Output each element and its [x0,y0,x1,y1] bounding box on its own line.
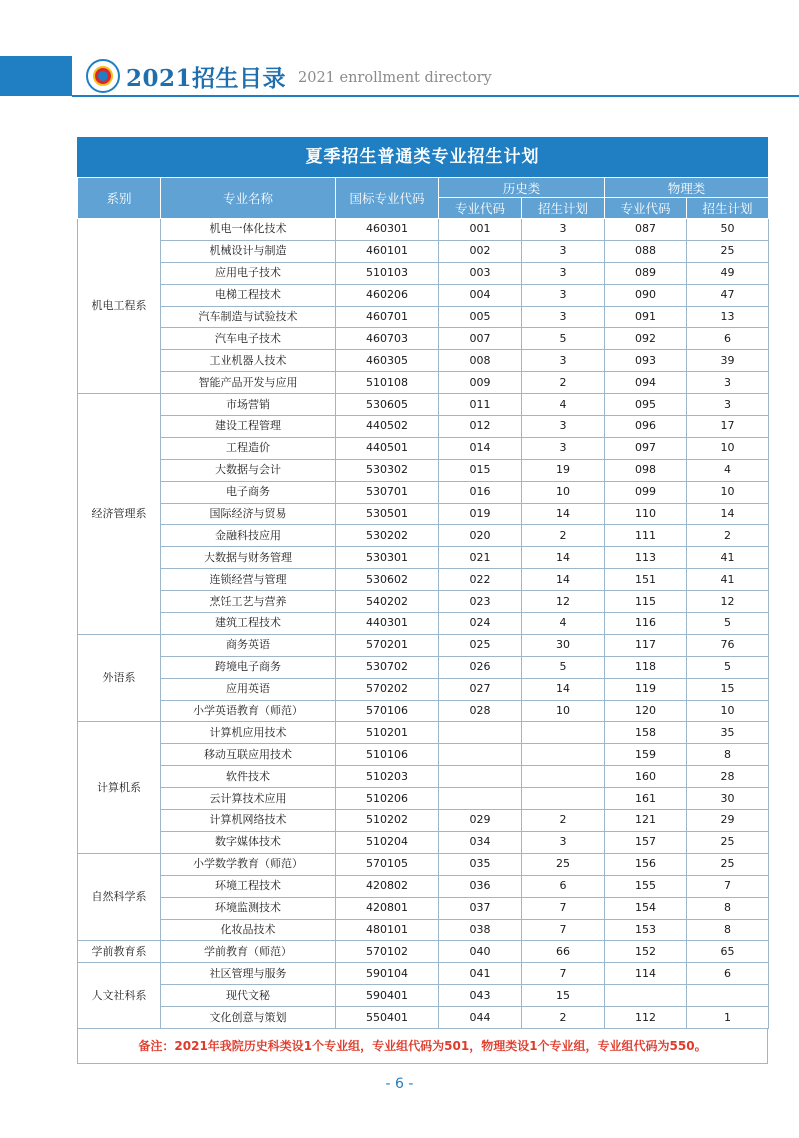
physics-code: 087 [605,219,687,241]
national-code: 540202 [336,591,439,613]
physics-plan: 1 [687,1007,769,1029]
history-plan: 7 [522,919,605,941]
physics-plan: 65 [687,941,769,963]
major-name: 小学数学教育（师范） [161,853,336,875]
physics-plan: 5 [687,613,769,635]
major-name: 工程造价 [161,437,336,459]
physics-plan: 3 [687,372,769,394]
table-row [78,547,769,569]
history-code: 029 [439,810,522,832]
table-row [78,656,769,678]
history-code: 004 [439,284,522,306]
table-row [78,219,769,241]
table-row [78,985,769,1007]
physics-plan: 76 [687,634,769,656]
history-code: 005 [439,306,522,328]
history-plan: 4 [522,613,605,635]
physics-code: 156 [605,853,687,875]
major-name: 移动互联应用技术 [161,744,336,766]
physics-code: 154 [605,897,687,919]
major-name: 大数据与财务管理 [161,547,336,569]
major-name: 国际经济与贸易 [161,503,336,525]
national-code: 530602 [336,569,439,591]
history-code [439,766,522,788]
physics-code: 113 [605,547,687,569]
history-code: 015 [439,459,522,481]
national-code: 440501 [336,437,439,459]
history-code: 007 [439,328,522,350]
physics-code: 112 [605,1007,687,1029]
history-plan [522,766,605,788]
national-code: 420801 [336,897,439,919]
table-note: 备注：2021年我院历史科类设1个专业组，专业组代码为501，物理类设1个专业组，专业组代码为550。 [77,1029,768,1064]
national-code: 570102 [336,941,439,963]
history-code: 027 [439,678,522,700]
major-name: 计算机网络技术 [161,810,336,832]
national-code: 460703 [336,328,439,350]
table-row [78,1007,769,1029]
major-name: 连锁经营与管理 [161,569,336,591]
history-plan: 3 [522,262,605,284]
national-code: 440301 [336,613,439,635]
major-name: 机电一体化技术 [161,219,336,241]
major-name: 环境监测技术 [161,897,336,919]
major-name: 环境工程技术 [161,875,336,897]
major-name: 烹饪工艺与营养 [161,591,336,613]
physics-code: 099 [605,481,687,503]
table-row [78,416,769,438]
national-code: 510103 [336,262,439,284]
history-code: 021 [439,547,522,569]
physics-code: 158 [605,722,687,744]
national-code: 460101 [336,240,439,262]
table-row [78,437,769,459]
col-physics-plan: 招生计划 [687,198,769,219]
table-body [78,219,769,1029]
physics-code: 090 [605,284,687,306]
major-name: 电子商务 [161,481,336,503]
table-row [78,503,769,525]
history-code: 028 [439,700,522,722]
history-plan [522,744,605,766]
national-code: 530302 [336,459,439,481]
national-code: 510108 [336,372,439,394]
dept-name: 机电工程系 [78,219,161,394]
national-code: 570106 [336,700,439,722]
physics-plan: 25 [687,831,769,853]
history-code: 025 [439,634,522,656]
major-name: 文化创意与策划 [161,1007,336,1029]
dept-name: 经济管理系 [78,394,161,635]
table-row [78,831,769,853]
table-row [78,853,769,875]
physics-code: 159 [605,744,687,766]
major-name: 社区管理与服务 [161,963,336,985]
physics-code: 116 [605,613,687,635]
table-row [78,591,769,613]
table-row [78,722,769,744]
history-plan: 15 [522,985,605,1007]
history-plan: 2 [522,810,605,832]
major-name: 小学英语教育（师范） [161,700,336,722]
history-plan: 6 [522,875,605,897]
national-code: 510206 [336,788,439,810]
national-code: 590104 [336,963,439,985]
page-title: 2021招生目录 [126,65,287,92]
physics-code: 152 [605,941,687,963]
history-code [439,788,522,810]
history-plan: 7 [522,897,605,919]
major-name: 现代文秘 [161,985,336,1007]
national-code: 590401 [336,985,439,1007]
physics-plan: 39 [687,350,769,372]
table-row [78,240,769,262]
dept-name: 学前教育系 [78,941,161,963]
physics-code: 098 [605,459,687,481]
national-code: 530702 [336,656,439,678]
table-row [78,328,769,350]
dept-name: 外语系 [78,634,161,722]
physics-plan: 8 [687,919,769,941]
table-row [78,744,769,766]
physics-plan: 15 [687,678,769,700]
table-row [78,634,769,656]
physics-plan: 5 [687,656,769,678]
physics-plan: 8 [687,744,769,766]
history-code: 023 [439,591,522,613]
dept-name: 人文社科系 [78,963,161,1029]
history-plan: 3 [522,416,605,438]
physics-plan: 12 [687,591,769,613]
col-history-plan: 招生计划 [522,198,605,219]
history-plan: 3 [522,219,605,241]
table-row [78,306,769,328]
table-row [78,875,769,897]
history-code: 041 [439,963,522,985]
physics-code: 121 [605,810,687,832]
physics-code: 094 [605,372,687,394]
table-row [78,700,769,722]
history-code: 036 [439,875,522,897]
history-plan: 14 [522,503,605,525]
history-code: 034 [439,831,522,853]
major-name: 商务英语 [161,634,336,656]
physics-plan [687,985,769,1007]
table-row [78,678,769,700]
history-code: 038 [439,919,522,941]
history-code: 009 [439,372,522,394]
national-code: 530202 [336,525,439,547]
major-name: 云计算技术应用 [161,788,336,810]
history-plan: 2 [522,372,605,394]
physics-code: 097 [605,437,687,459]
table-row [78,919,769,941]
history-code: 040 [439,941,522,963]
history-plan: 5 [522,656,605,678]
table-row [78,350,769,372]
national-code: 550401 [336,1007,439,1029]
table-row [78,941,769,963]
physics-code: 093 [605,350,687,372]
history-plan: 7 [522,963,605,985]
history-code: 037 [439,897,522,919]
history-plan: 30 [522,634,605,656]
history-plan: 3 [522,350,605,372]
history-plan: 3 [522,284,605,306]
national-code: 440502 [336,416,439,438]
physics-plan: 2 [687,525,769,547]
history-plan: 14 [522,569,605,591]
table-row [78,810,769,832]
physics-code: 155 [605,875,687,897]
major-name: 电梯工程技术 [161,284,336,306]
physics-code: 153 [605,919,687,941]
table-row [78,459,769,481]
col-physics: 物理类 [605,178,769,198]
enrollment-table [77,177,769,1029]
major-name: 智能产品开发与应用 [161,372,336,394]
history-code: 003 [439,262,522,284]
physics-plan: 6 [687,963,769,985]
history-code: 016 [439,481,522,503]
table-row [78,284,769,306]
major-name: 计算机应用技术 [161,722,336,744]
physics-plan: 7 [687,875,769,897]
history-plan: 14 [522,678,605,700]
history-plan: 2 [522,1007,605,1029]
national-code: 480101 [336,919,439,941]
national-code: 510201 [336,722,439,744]
physics-code: 092 [605,328,687,350]
physics-code: 111 [605,525,687,547]
physics-code: 157 [605,831,687,853]
history-code: 012 [439,416,522,438]
major-name: 应用英语 [161,678,336,700]
table-row [78,897,769,919]
major-name: 大数据与会计 [161,459,336,481]
history-code: 008 [439,350,522,372]
physics-code: 088 [605,240,687,262]
physics-plan: 50 [687,219,769,241]
school-logo-icon [86,59,120,93]
major-name: 汽车电子技术 [161,328,336,350]
national-code: 510204 [336,831,439,853]
physics-plan: 8 [687,897,769,919]
major-name: 软件技术 [161,766,336,788]
history-code [439,744,522,766]
physics-code: 160 [605,766,687,788]
dept-name: 计算机系 [78,722,161,853]
national-code: 460701 [336,306,439,328]
major-name: 建设工程管理 [161,416,336,438]
national-code: 570201 [336,634,439,656]
header-accent-bar [0,56,72,96]
major-name: 汽车制造与试验技术 [161,306,336,328]
table-row [78,525,769,547]
history-code: 011 [439,394,522,416]
history-plan: 10 [522,481,605,503]
table-row [78,963,769,985]
history-plan: 10 [522,700,605,722]
history-code: 024 [439,613,522,635]
physics-plan: 4 [687,459,769,481]
national-code: 570105 [336,853,439,875]
physics-plan: 6 [687,328,769,350]
major-name: 建筑工程技术 [161,613,336,635]
national-code: 510203 [336,766,439,788]
history-plan: 3 [522,306,605,328]
physics-plan: 10 [687,481,769,503]
table-row [78,394,769,416]
history-plan: 25 [522,853,605,875]
major-name: 市场营销 [161,394,336,416]
table-row [78,262,769,284]
history-code: 002 [439,240,522,262]
table-title: 夏季招生普通类专业招生计划 [77,137,768,177]
history-plan: 19 [522,459,605,481]
physics-code: 117 [605,634,687,656]
physics-plan: 28 [687,766,769,788]
history-code: 020 [439,525,522,547]
enrollment-table-block [77,137,768,1064]
history-code: 035 [439,853,522,875]
history-code: 022 [439,569,522,591]
physics-plan: 41 [687,569,769,591]
history-plan: 2 [522,525,605,547]
history-code: 044 [439,1007,522,1029]
history-plan [522,722,605,744]
physics-plan: 35 [687,722,769,744]
history-code: 026 [439,656,522,678]
physics-code: 115 [605,591,687,613]
national-code: 510106 [336,744,439,766]
physics-plan: 13 [687,306,769,328]
major-name: 机械设计与制造 [161,240,336,262]
physics-code: 110 [605,503,687,525]
national-code: 530605 [336,394,439,416]
physics-code: 151 [605,569,687,591]
history-plan: 3 [522,437,605,459]
physics-plan: 47 [687,284,769,306]
history-plan [522,788,605,810]
physics-code: 114 [605,963,687,985]
table-row [78,372,769,394]
physics-code: 095 [605,394,687,416]
national-code: 420802 [336,875,439,897]
major-name: 学前教育（师范） [161,941,336,963]
physics-plan: 25 [687,240,769,262]
national-code: 530501 [336,503,439,525]
physics-code: 089 [605,262,687,284]
table-row [78,766,769,788]
history-plan: 4 [522,394,605,416]
physics-code: 161 [605,788,687,810]
history-plan: 3 [522,240,605,262]
table-row [78,613,769,635]
dept-name: 自然科学系 [78,853,161,941]
physics-plan: 49 [687,262,769,284]
physics-code: 091 [605,306,687,328]
physics-plan: 41 [687,547,769,569]
major-name: 工业机器人技术 [161,350,336,372]
physics-code: 120 [605,700,687,722]
history-plan: 5 [522,328,605,350]
col-national-code: 国标专业代码 [336,178,439,219]
header-rule [72,95,799,97]
table-row [78,481,769,503]
history-code: 043 [439,985,522,1007]
major-name: 化妆品技术 [161,919,336,941]
national-code: 460301 [336,219,439,241]
national-code: 530301 [336,547,439,569]
major-name: 跨境电子商务 [161,656,336,678]
history-code: 014 [439,437,522,459]
physics-plan: 30 [687,788,769,810]
national-code: 570202 [336,678,439,700]
history-code [439,722,522,744]
history-code: 019 [439,503,522,525]
physics-plan: 25 [687,853,769,875]
physics-plan: 10 [687,437,769,459]
physics-code: 096 [605,416,687,438]
national-code: 460206 [336,284,439,306]
col-major: 专业名称 [161,178,336,219]
table-row [78,788,769,810]
national-code: 460305 [336,350,439,372]
col-dept: 系别 [78,178,161,219]
major-name: 金融科技应用 [161,525,336,547]
physics-plan: 3 [687,394,769,416]
history-plan: 12 [522,591,605,613]
table-row [78,569,769,591]
col-history-code: 专业代码 [439,198,522,219]
history-plan: 14 [522,547,605,569]
physics-code [605,985,687,1007]
physics-plan: 10 [687,700,769,722]
physics-plan: 17 [687,416,769,438]
page-subtitle: 2021 enrollment directory [298,70,492,86]
major-name: 数字媒体技术 [161,831,336,853]
physics-code: 119 [605,678,687,700]
history-plan: 66 [522,941,605,963]
national-code: 510202 [336,810,439,832]
col-history: 历史类 [439,178,605,198]
physics-code: 118 [605,656,687,678]
major-name: 应用电子技术 [161,262,336,284]
national-code: 530701 [336,481,439,503]
col-physics-code: 专业代码 [605,198,687,219]
page-number: - 6 - [385,1076,414,1092]
physics-plan: 29 [687,810,769,832]
physics-plan: 14 [687,503,769,525]
history-code: 001 [439,219,522,241]
history-plan: 3 [522,831,605,853]
